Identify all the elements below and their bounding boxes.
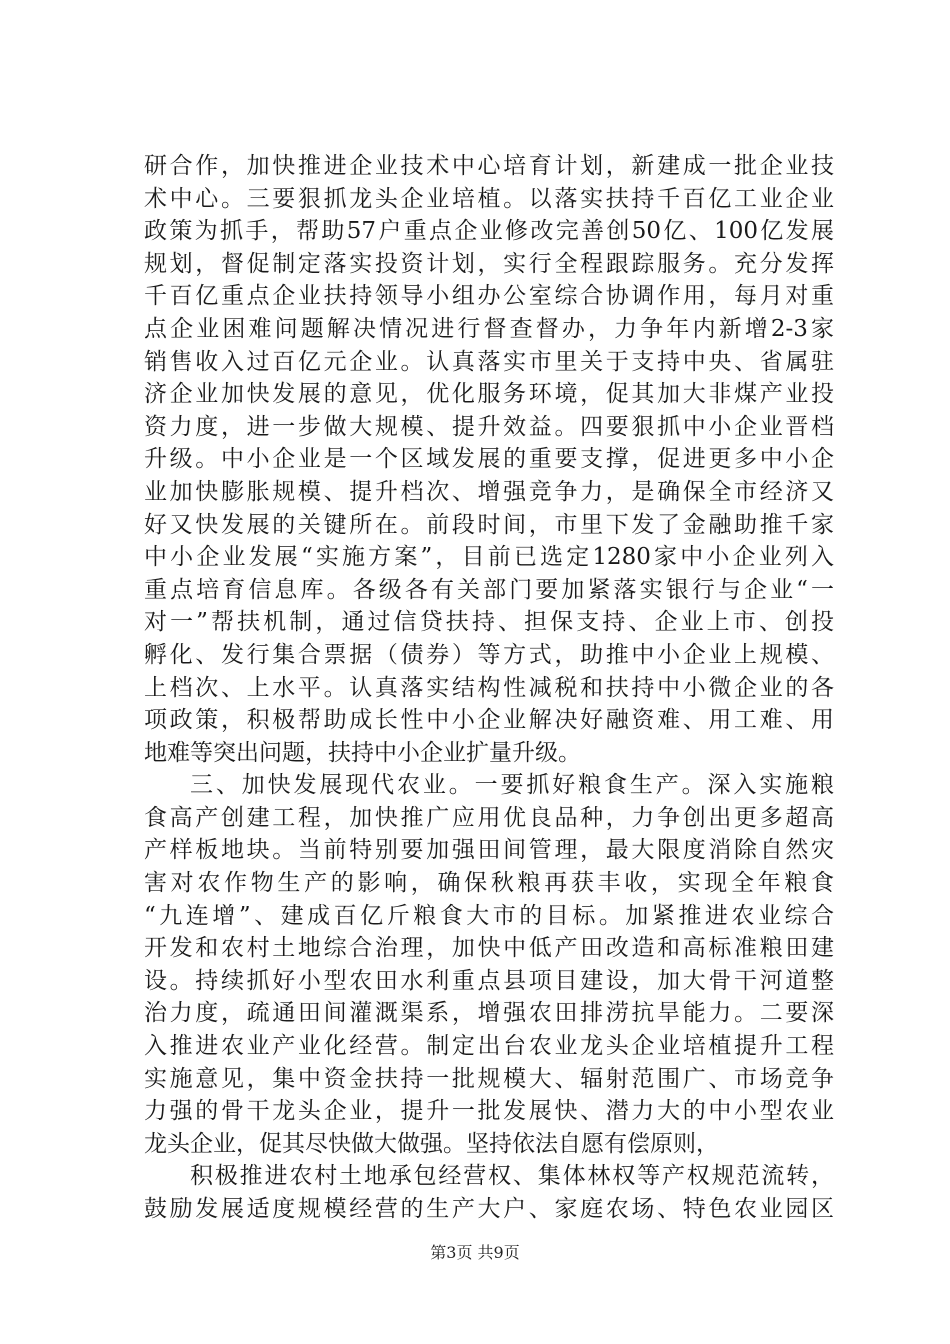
text-line: 鼓励发展适度规模经营的生产大户、家庭农场、特色农业园区 xyxy=(144,1196,834,1222)
text-line: 开发和农村土地综合治理，加快中低产田改造和高标准粮田建 xyxy=(144,935,834,962)
text-line: 积极推进农村土地承包经营权、集体林权等产权规范流转， xyxy=(190,1163,834,1190)
text-line: 上档次、上水平。认真落实结构性减税和扶持中小微企业的各 xyxy=(144,674,834,701)
body-text xyxy=(144,150,834,1226)
text-line: 害对农作物生产的影响，确保秋粮再获丰收，实现全年粮食 xyxy=(144,870,834,897)
text-line: 规划，督促制定落实投资计划，实行全程跟踪服务。充分发挥 xyxy=(144,250,834,277)
text-line: 设。持续抓好小型农田水利重点县项目建设，加大骨干河道整 xyxy=(144,967,834,994)
text-line: 地难等突出问题，扶持中小企业扩量升级。 xyxy=(144,739,581,766)
text-line: 销售收入过百亿元企业。认真落实市里关于支持中央、省属驻 xyxy=(144,348,834,375)
text-line: 力强的骨干龙头企业，提升一批发展快、潜力大的中小型农业 xyxy=(144,1098,834,1125)
text-line: 三、加快发展现代农业。一要抓好粮食生产。深入实施粮 xyxy=(190,772,834,799)
text-line: 龙头企业，促其尽快做大做强。坚持依法自愿有偿原则， xyxy=(144,1130,719,1157)
text-line: 术中心。三要狠抓龙头企业培植。以落实扶持千百亿工业企业 xyxy=(144,185,834,212)
text-line: 中小企业发展“实施方案”，目前已选定1280家中小企业列入 xyxy=(144,544,834,571)
text-line: 入推进农业产业化经营。制定出台农业龙头企业培植提升工程 xyxy=(144,1033,834,1060)
text-line: 食高产创建工程，加快推广应用优良品种，力争创出更多超高 xyxy=(144,804,834,831)
text-line: 升级。中小企业是一个区域发展的重要支撑，促进更多中小企 xyxy=(144,446,834,473)
text-line: 资力度，进一步做大规模、提升效益。四要狠抓中小企业晋档 xyxy=(144,413,834,440)
text-line: 实施意见，集中资金扶持一批规模大、辐射范围广、市场竞争 xyxy=(144,1065,834,1092)
text-line: 好又快发展的关键所在。前段时间，市里下发了金融助推千家 xyxy=(144,511,834,538)
text-line: “九连增”、建成百亿斤粮食大市的目标。加紧推进农业综合 xyxy=(144,902,834,929)
text-line: 济企业加快发展的意见，优化服务环境，促其加大非煤产业投 xyxy=(144,381,834,408)
text-line: 孵化、发行集合票据（债券）等方式，助推中小企业上规模、 xyxy=(144,641,834,668)
text-line: 产样板地块。当前特别要加强田间管理，最大限度消除自然灾 xyxy=(144,837,834,864)
text-line: 对一”帮扶机制，通过信贷扶持、担保支持、企业上市、创投 xyxy=(144,609,834,636)
text-line: 项政策，积极帮助成长性中小企业解决好融资难、用工难、用 xyxy=(144,707,834,734)
text-line: 研合作，加快推进企业技术中心培育计划，新建成一批企业技 xyxy=(144,153,834,179)
text-line: 治力度，疏通田间灌溉渠系，增强农田排涝抗旱能力。二要深 xyxy=(144,1000,834,1027)
text-line: 政策为抓手，帮助57户重点企业修改完善创50亿、100亿发展 xyxy=(144,218,834,245)
text-line: 业加快膨胀规模、提升档次、增强竞争力，是确保全市经济又 xyxy=(144,478,834,505)
text-line: 千百亿重点企业扶持领导小组办公室综合协调作用，每月对重 xyxy=(144,283,834,310)
text-line: 点企业困难问题解决情况进行督查督办，力争年内新增2-3家 xyxy=(144,315,834,342)
page-footer: 第3页 共9页 xyxy=(430,1243,520,1262)
text-line: 重点培育信息库。各级各有关部门要加紧落实银行与企业“一 xyxy=(144,576,834,603)
